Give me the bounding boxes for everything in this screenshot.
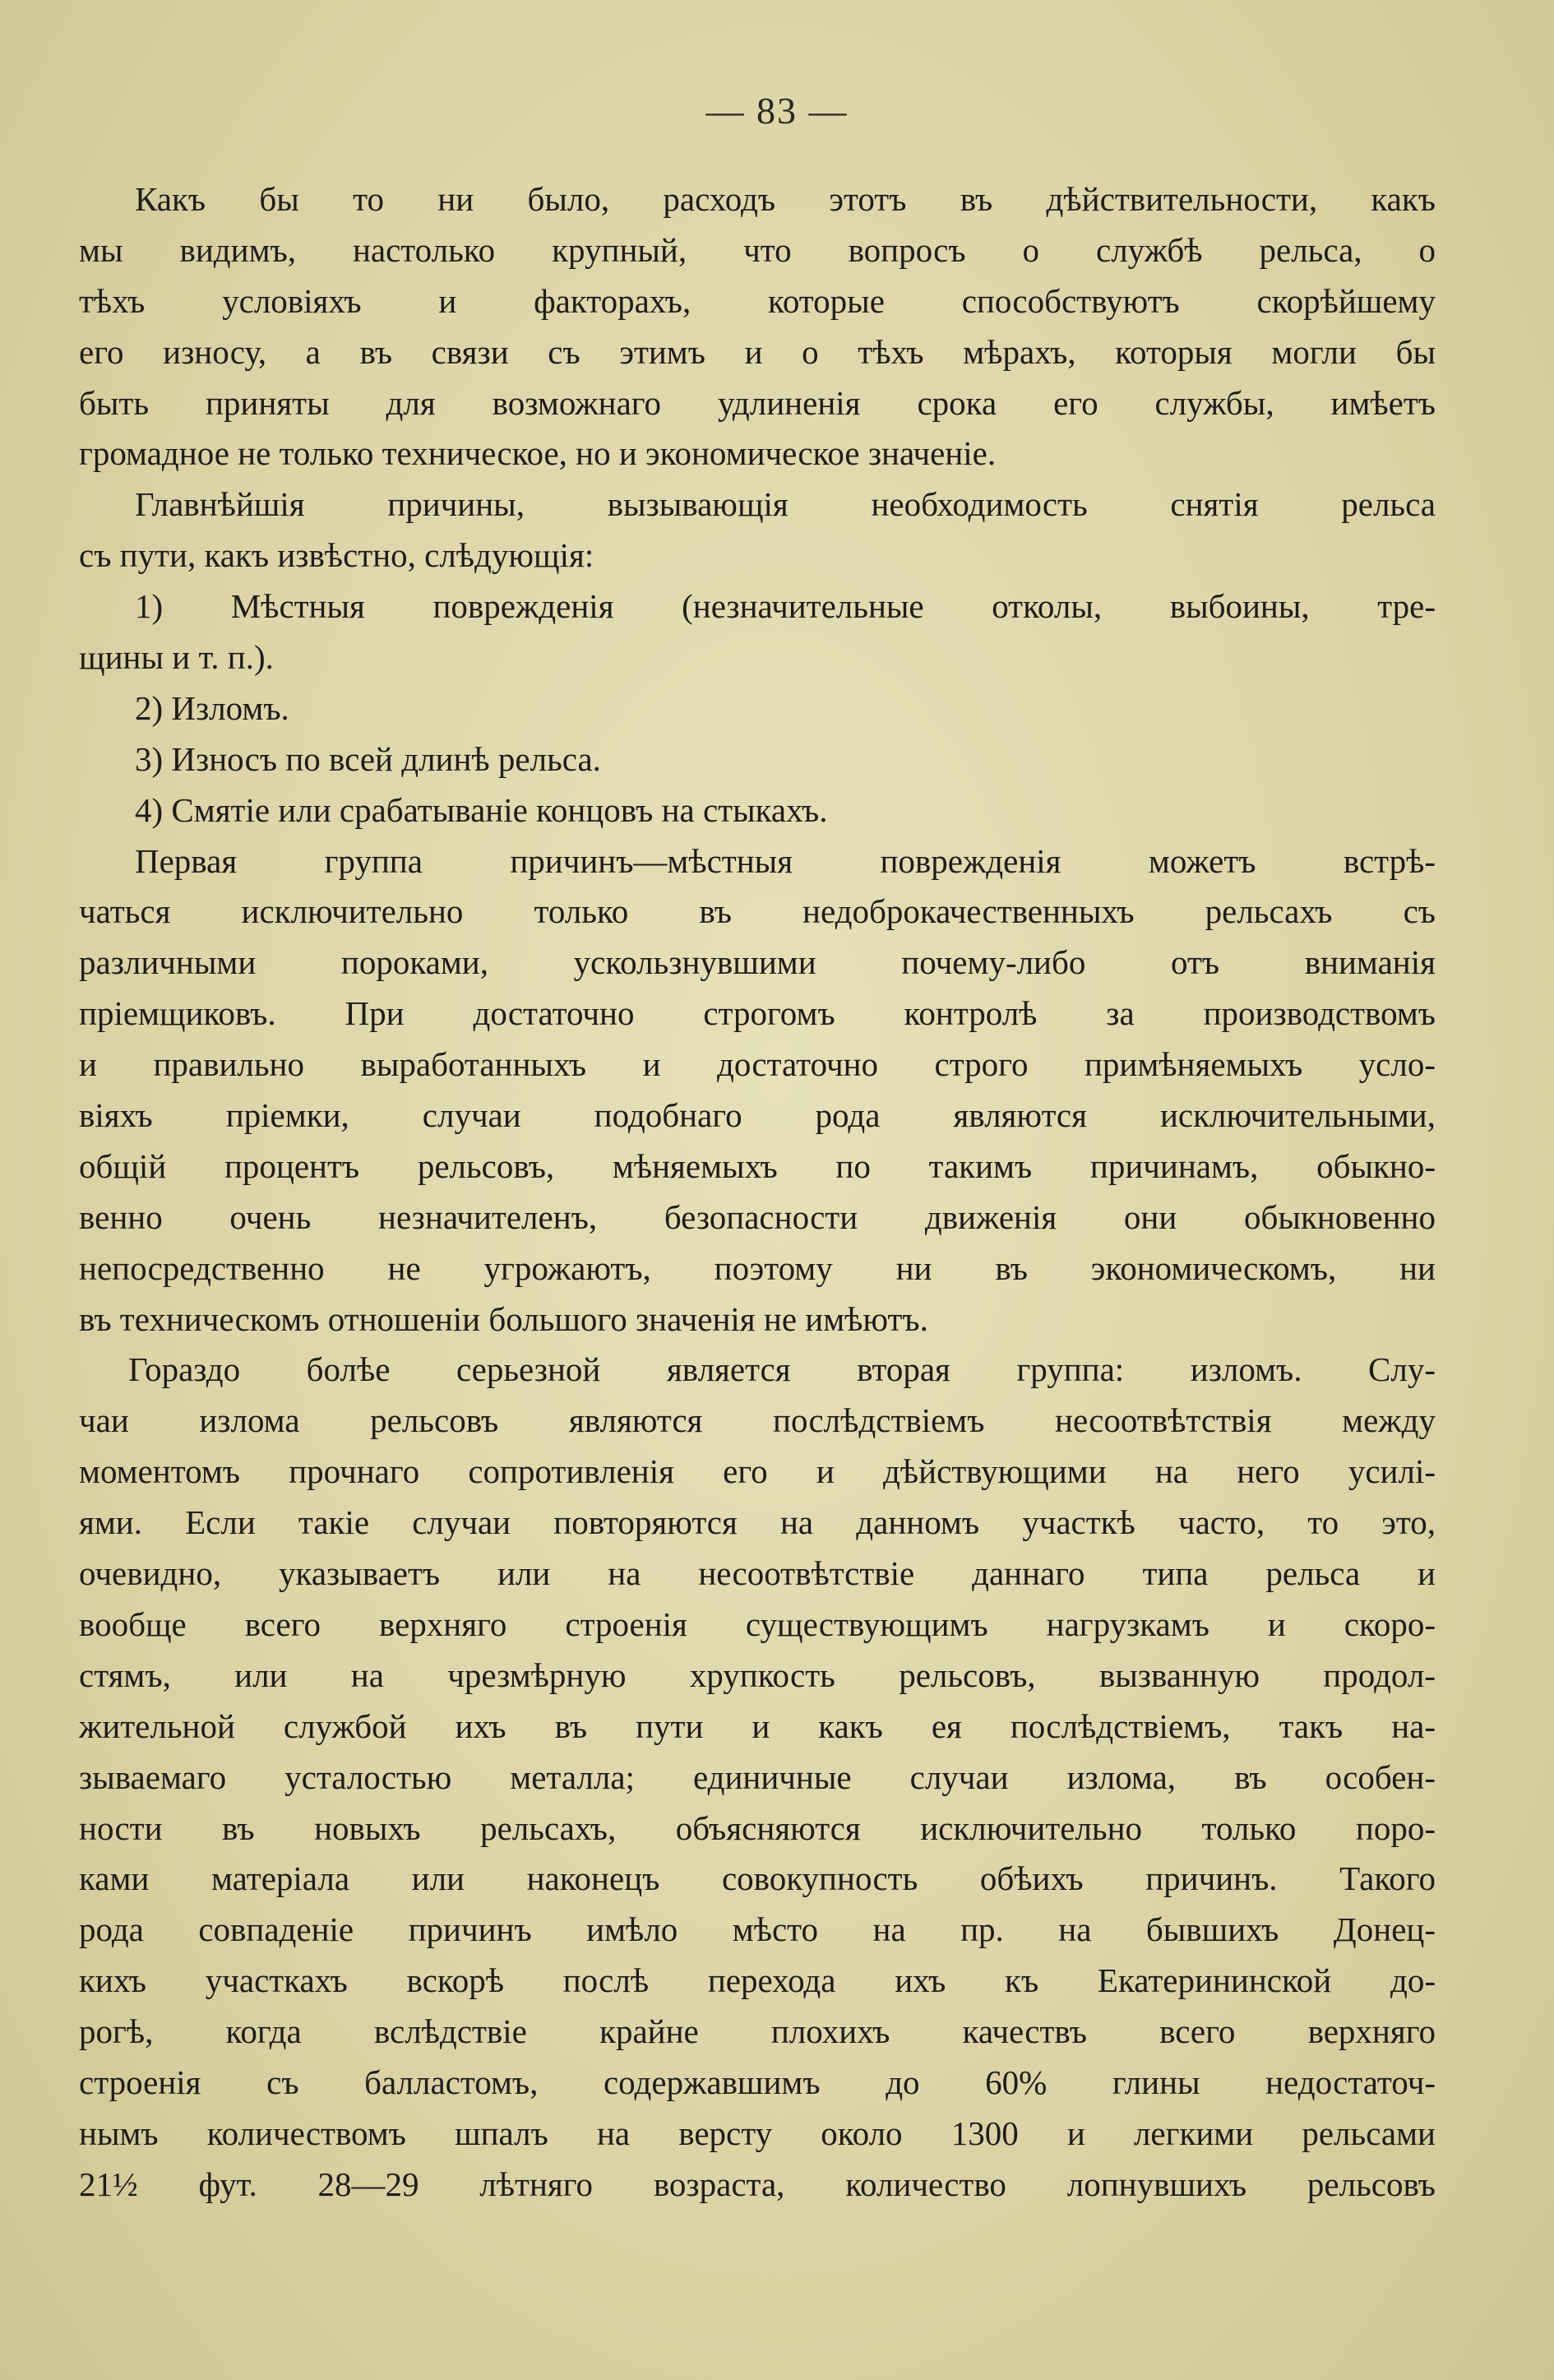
text-line: нымъ количествомъ шпалъ на версту около 1300 и легкими рельсами: [79, 2114, 1436, 2152]
text-line: Первая группа причинъ—мѣстныя поврежденія можетъ встрѣ-: [135, 841, 1436, 880]
text-line: его износу, а въ связи съ этимъ и о тѣхъ мѣрахъ, которыя могли бы: [79, 332, 1436, 371]
text-line: щины и т. п.).: [79, 638, 274, 677]
text-line: тѣхъ условіяхъ и факторахъ, которые способствуютъ скорѣйшему: [79, 281, 1436, 320]
text-line: различными пороками, ускользнувшими почему-либо отъ вниманія: [79, 943, 1436, 982]
text-line: стямъ, или на чрезмѣрную хрупкость рельсовъ, вызванную продол-: [79, 1655, 1436, 1694]
text-line: 21½ фут. 28—29 лѣтняго возраста, количество лопнувшихъ рельсовъ: [79, 2165, 1436, 2203]
text-line: пріемщиковъ. При достаточно строгомъ контролѣ за производствомъ: [79, 994, 1436, 1033]
text-line: 2) Изломъ.: [135, 688, 289, 727]
text-line: венно очень незначителенъ, безопасности движенія они обыкновенно: [79, 1197, 1436, 1236]
text-line: кихъ участкахъ вскорѣ послѣ перехода ихъ къ Екатерининской до-: [79, 1961, 1436, 2000]
text-line: очевидно, указываетъ или на несоотвѣтствіе даннаго типа рельса и: [79, 1554, 1436, 1593]
text-line: непосредственно не угрожаютъ, поэтому ни въ экономическомъ, ни: [79, 1248, 1436, 1287]
text-line: ями. Если такіе случаи повторяются на данномъ участкѣ часто, то это,: [79, 1503, 1436, 1542]
text-line: съ пути, какъ извѣстно, слѣдующія:: [79, 536, 594, 575]
text-line: общій процентъ рельсовъ, мѣняемыхъ по такимъ причинамъ, обыкно-: [79, 1146, 1436, 1185]
text-line: и правильно выработанныхъ и достаточно строго примѣняемыхъ усло-: [79, 1045, 1436, 1084]
body-text: [79, 174, 1436, 2211]
text-line: рода совпаденіе причинъ имѣло мѣсто на пр. на бывшихъ Донец-: [79, 1910, 1436, 1949]
text-line: жительной службой ихъ въ пути и какъ ея послѣдствіемъ, такъ на-: [79, 1706, 1436, 1745]
text-line: строенія съ балластомъ, содержавшимъ до 60% глины недостаточ-: [79, 2063, 1436, 2101]
text-line: ками матеріала или наконецъ совокупность обѣихъ причинъ. Такого: [79, 1859, 1436, 1898]
text-line: зываемаго усталостью металла; единичные случаи излома, въ особен-: [79, 1757, 1436, 1796]
text-line: Главнѣйшія причины, вызывающія необходимость снятія рельса: [135, 485, 1436, 524]
text-line: рогѣ, когда вслѣдствіе крайне плохихъ качествъ всего верхняго: [79, 2012, 1436, 2051]
text-line: 1) Мѣстныя поврежденія (незначительные отколы, выбоины, тре-: [135, 587, 1436, 626]
text-line: громадное не только техническое, но и экономическое значеніе.: [79, 434, 997, 473]
text-line: 3) Износъ по всей длинѣ рельса.: [135, 739, 601, 778]
text-line: 4) Смятіе или срабатываніе концовъ на стыкахъ.: [135, 790, 828, 829]
text-line: Какъ бы то ни было, расходъ этотъ въ дѣйствительности, какъ: [135, 180, 1436, 218]
text-line: Гораздо болѣе серьезной является вторая группа: изломъ. Слу-: [128, 1350, 1436, 1389]
text-line: вообще всего верхняго строенія существующимъ нагрузкамъ и скоро-: [79, 1604, 1436, 1643]
text-line: чаи излома рельсовъ являются послѣдствіемъ несоотвѣтствія между: [79, 1401, 1436, 1440]
text-line: въ техническомъ отношеніи большого значенія не имѣютъ.: [79, 1299, 928, 1338]
text-line: ности въ новыхъ рельсахъ, объясняются исключительно только поро-: [79, 1808, 1436, 1847]
text-line: віяхъ пріемки, случаи подобнаго рода являются исключительными,: [79, 1096, 1436, 1135]
page-number: — 83 —: [705, 90, 849, 132]
text-line: моментомъ прочнаго сопротивленія его и дѣйствующими на него усилі-: [79, 1452, 1436, 1491]
text-line: мы видимъ, настолько крупный, что вопросъ о службѣ рельса, о: [79, 230, 1436, 269]
text-line: быть приняты для возможнаго удлиненія срока его службы, имѣетъ: [79, 383, 1436, 422]
text-line: чаться исключительно только въ недоброкачественныхъ рельсахъ съ: [79, 892, 1436, 931]
